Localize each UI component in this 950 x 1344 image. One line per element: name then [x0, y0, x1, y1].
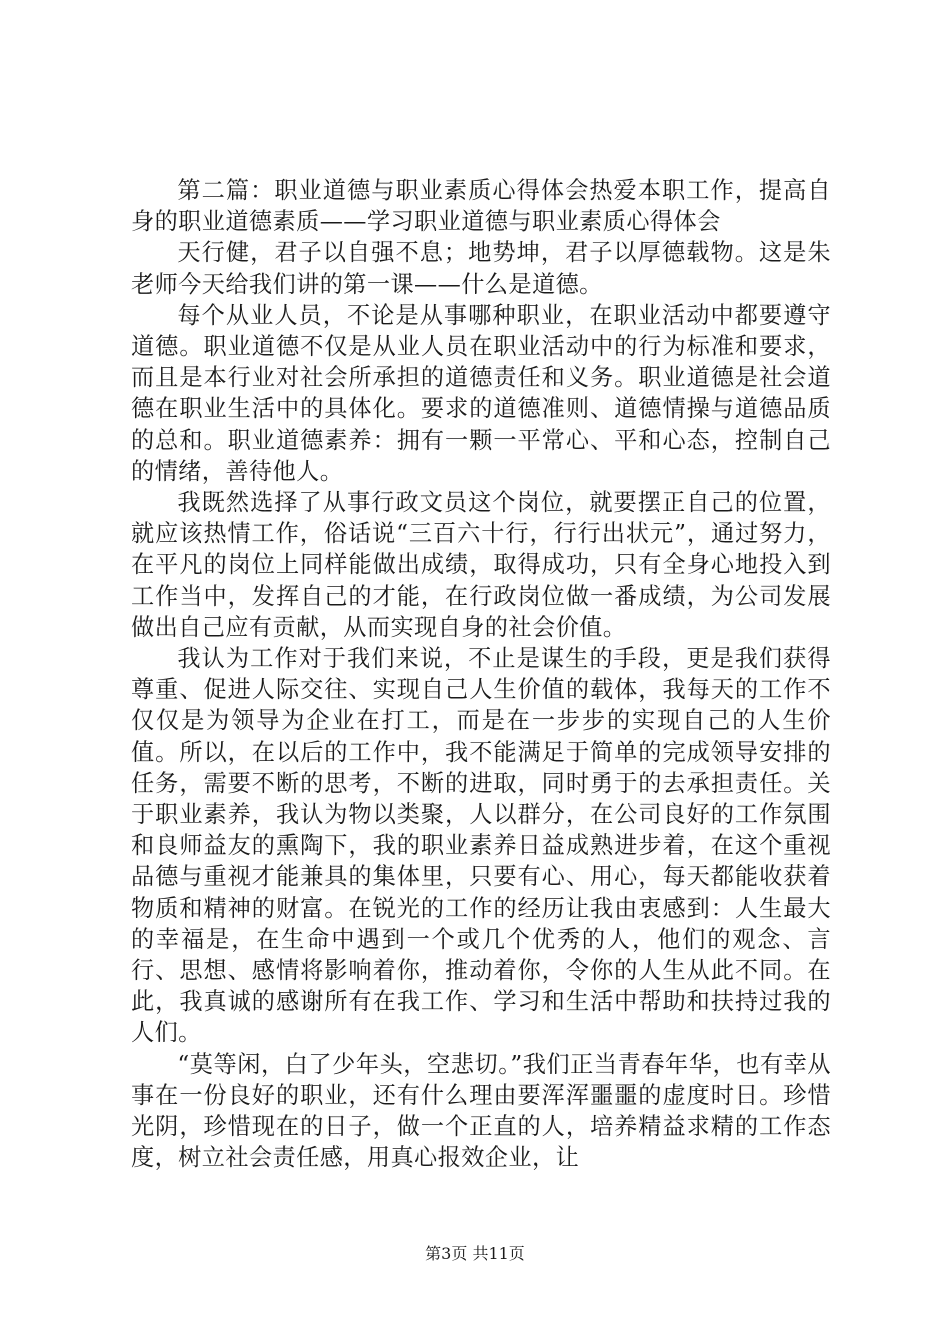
paragraph: 每个从业人员，不论是从事哪种职业，在职业活动中都要遵守道德。职业道德不仅是从业人员在职业活动中的行为标准和要求，而且是本行业对社会所承担的道德责任和义务。职业道德是社会道德在职业生活中的具体化。要求的道德准则、道德情操与道德品质的总和。职业道德素养：拥有一颗一平常心、平和心态，控制自己的情绪，善待他人。: [131, 301, 831, 485]
paragraph: “莫等闲，白了少年头，空悲切。”我们正当青春年华，也有幸从事在一份良好的职业，还有什么理由要浑浑噩噩的虚度时日。珍惜光阴，珍惜现在的日子，做一个正直的人，培养精益求精的工作态度，树立社会责任感，用真心报效企业，让: [131, 1050, 831, 1172]
paragraph-heading: 第二篇：职业道德与职业素质心得体会热爱本职工作，提高自身的职业道德素质——学习职业道德与职业素质心得体会: [131, 177, 831, 236]
paragraph: 我认为工作对于我们来说，不止是谋生的手段，更是我们获得尊重、促进人际交往、实现自己人生价值的载体，我每天的工作不仅仅是为领导为企业在打工，而是在一步步的实现自己的人生价值。所以，在以后的工作中，我不能满足于简单的完成领导安排的任务，需要不断的思考，不断的进取，同时勇于的去承担责任。关于职业素养，我认为物以类聚，人以群分，在公司良好的工作氛围和良师益友的熏陶下，我的职业素养日益成熟进步着，在这个重视品德与重视才能兼具的集体里，只要有心、用心，每天都能收获着物质和精神的财富。在锐光的工作的经历让我由衷感到：人生最大的幸福是，在生命中遇到一个或几个优秀的人，他们的观念、言行、思想、感情将影响着你，推动着你，令你的人生从此不同。在此，我真诚的感谢所有在我工作、学习和生活中帮助和扶持过我的人们。: [131, 645, 831, 1047]
document-body: [131, 175, 831, 1174]
page-number-footer: 第3页 共11页: [425, 1244, 525, 1263]
paragraph: 我既然选择了从事行政文员这个岗位，就要摆正自己的位置，就应该热情工作，俗话说“三百六十行，行行出状元”，通过努力，在平凡的岗位上同样能做出成绩，取得成功，只有全身心地投入到工作当中，发挥自己的才能，在行政岗位做一番成绩，为公司发展做出自己应有贡献，从而实现自身的社会价值。: [131, 489, 831, 641]
paragraph: 天行健，君子以自强不息；地势坤，君子以厚德载物。这是朱老师今天给我们讲的第一课——什么是道德。: [131, 239, 831, 298]
